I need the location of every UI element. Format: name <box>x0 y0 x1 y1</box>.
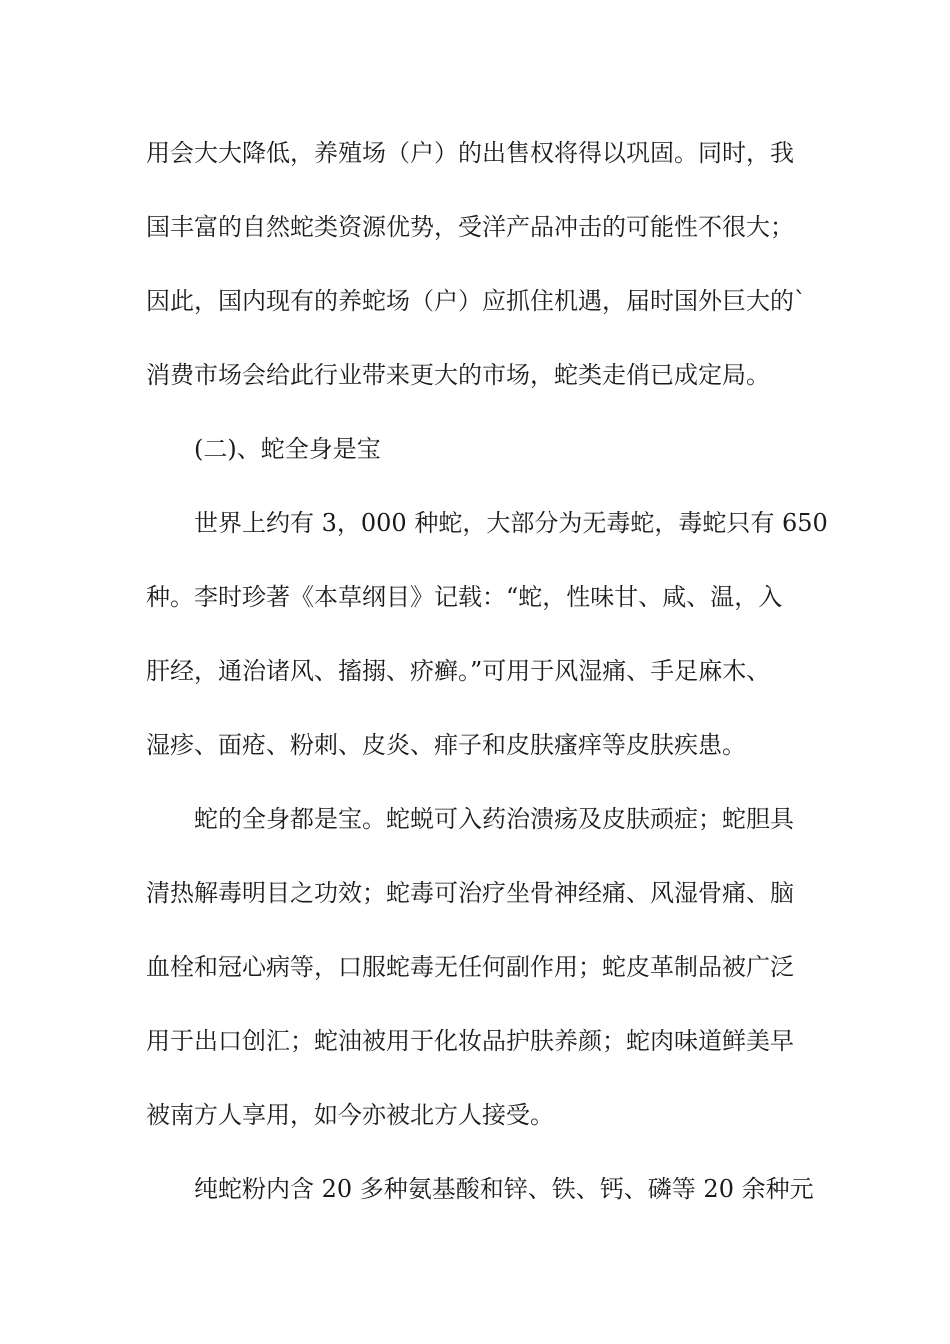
text-line: 血栓和冠心病等，口服蛇毒无任何副作用；蛇皮革制品被广泛 <box>146 953 794 981</box>
text-line: 蛇的全身都是宝。蛇蜕可入药治溃疡及皮肤顽症；蛇胆具 <box>194 805 794 833</box>
text-line: 种。李时珍著《本草纲目》记载：“蛇，性味甘、咸、温，入 <box>146 583 783 611</box>
text-line: 国丰富的自然蛇类资源优势，受洋产品冲击的可能性不很大； <box>146 213 794 241</box>
text-line: 清热解毒明目之功效；蛇毒可治疗坐骨神经痛、风湿骨痛、脑 <box>146 879 794 907</box>
text-line: 消费市场会给此行业带来更大的市场，蛇类走俏已成定局。 <box>146 361 770 389</box>
text-line: 肝经，通治诸风、搐搦、疥癣。”可用于风湿痛、手足麻木、 <box>146 657 771 685</box>
text-line: 用会大大降低，养殖场（户）的出售权将得以巩固。同时，我 <box>146 139 794 167</box>
text-line: 用于出口创汇；蛇油被用于化妆品护肤养颜；蛇肉味道鲜美早 <box>146 1027 794 1055</box>
text-line: 因此，国内现有的养蛇场（户）应抓住机遇，届时国外巨大的` <box>146 287 806 315</box>
text-line: 世界上约有 3，000 种蛇，大部分为无毒蛇，毒蛇只有 650 <box>194 509 828 537</box>
section-heading: (二)、蛇全身是宝 <box>194 435 381 463</box>
text-line: 纯蛇粉内含 20 多种氨基酸和锌、铁、钙、磷等 20 余种元 <box>194 1175 814 1203</box>
text-line: 被南方人享用，如今亦被北方人接受。 <box>146 1101 554 1129</box>
text-line: 湿疹、面疮、粉刺、皮炎、痱子和皮肤瘙痒等皮肤疾患。 <box>146 731 746 759</box>
